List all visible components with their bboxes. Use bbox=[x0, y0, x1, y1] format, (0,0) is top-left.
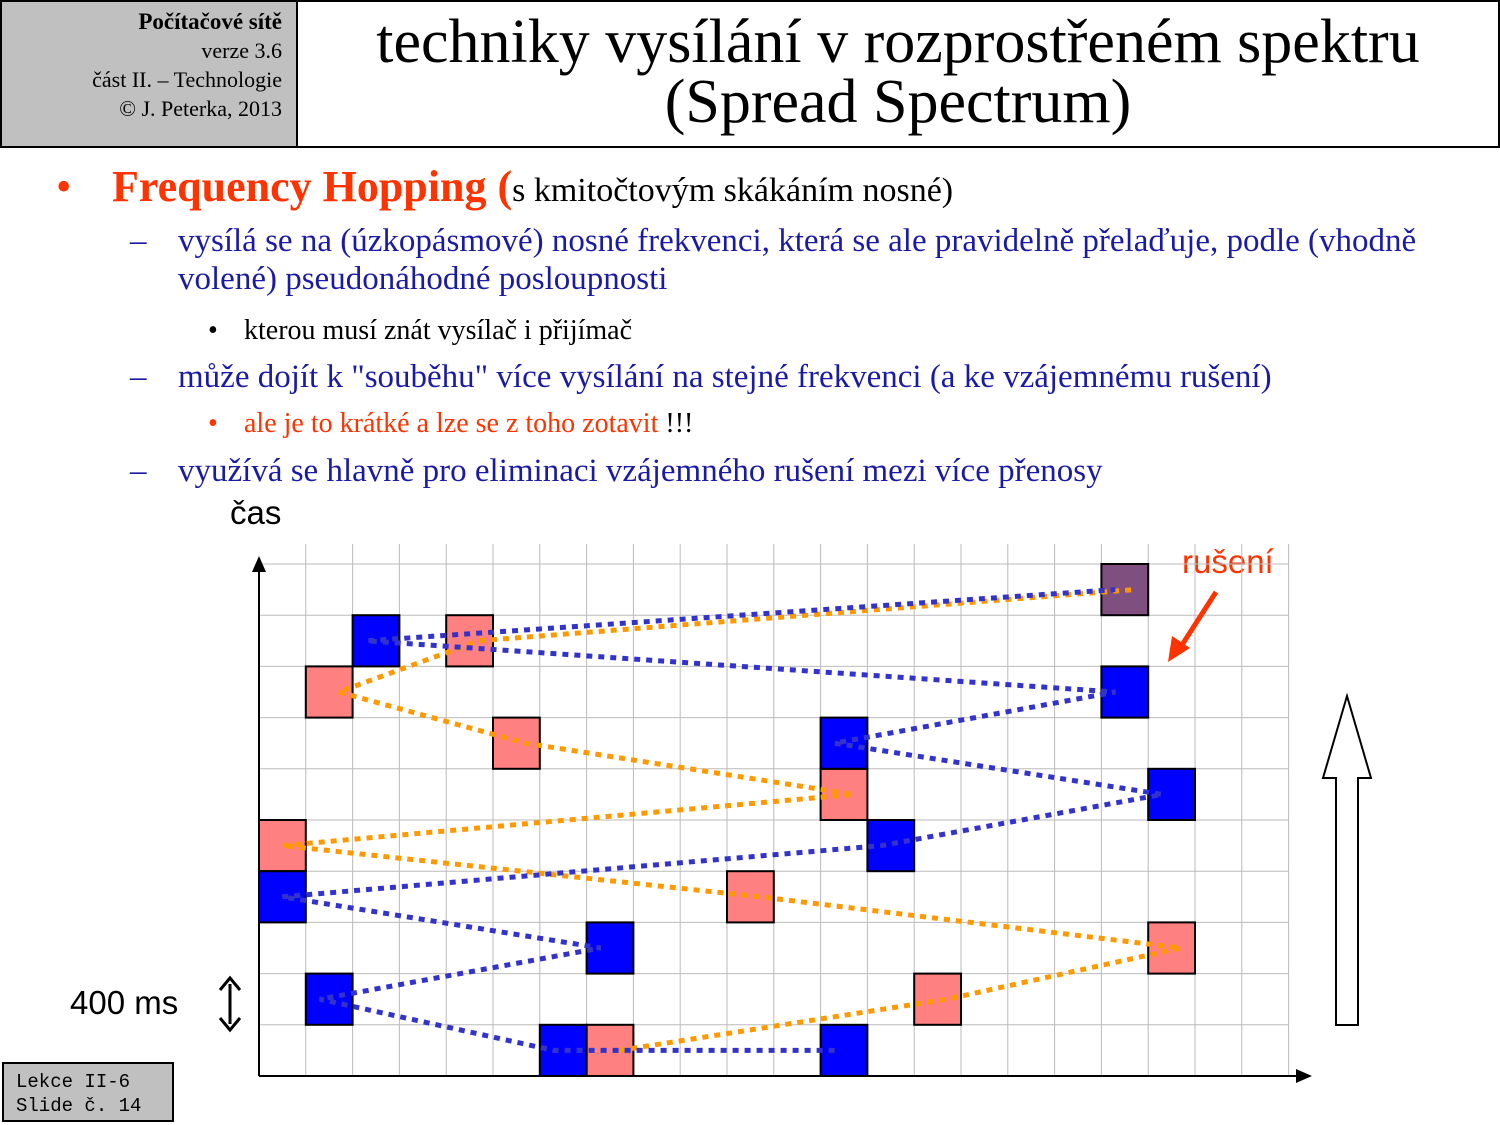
subsubbullet-dot: • bbox=[208, 408, 218, 439]
bullet-main-rest: s kmitočtovým skákáním nosné) bbox=[512, 172, 954, 209]
bullet-dot: • bbox=[56, 162, 72, 211]
lecture-number: Lekce II-6 bbox=[16, 1071, 131, 1093]
course-copyright: © J. Peterka, 2013 bbox=[119, 96, 282, 121]
subbullet-dash: – bbox=[130, 223, 147, 259]
subsubbullet-2-suffix: !!! bbox=[658, 408, 694, 439]
bullet-main-bold: Frequency Hopping ( bbox=[112, 162, 513, 211]
interference-label: rušení bbox=[1182, 543, 1274, 580]
blue-hop-block bbox=[867, 820, 914, 871]
frequency-axis-arrowhead bbox=[1296, 1069, 1312, 1083]
pink-hop-block bbox=[446, 615, 493, 666]
collision-hop-block bbox=[1101, 564, 1148, 615]
subbullet-3-text: využívá se hlavně pro eliminaci vzájemného rušení mezi více přenosy bbox=[178, 453, 1103, 489]
slide-title-line1: techniky vysílání v rozprostřeném spektru bbox=[376, 8, 1420, 76]
subsubbullet-1-text: kterou musí znát vysílač i přijímač bbox=[244, 315, 633, 346]
course-part: část II. – Technologie bbox=[92, 67, 282, 92]
subbullet-dash: – bbox=[130, 359, 147, 395]
slot-duration-arrow bbox=[220, 978, 240, 1030]
interference-pointer-arrow bbox=[1168, 592, 1216, 662]
course-name: Počítačové sítě bbox=[138, 9, 282, 34]
grid bbox=[259, 544, 1289, 1076]
course-version: verze 3.6 bbox=[201, 38, 282, 63]
blue-hop-block bbox=[821, 1025, 868, 1076]
time-direction-arrow bbox=[1323, 696, 1371, 1025]
subbullet-dash: – bbox=[130, 453, 147, 489]
subbullet-1-text: vysílá se na (úzkopásmové) nosné frekvenci, která se ale pravidelně přelaďuje, podle (vhodně volené) pseudonáhodné posloupnosti bbox=[178, 223, 1417, 297]
subsubbullet-2-text: ale je to krátké a lze se z toho zotavit bbox=[244, 408, 659, 439]
blue-hop-block bbox=[587, 922, 634, 973]
pink-hop-block bbox=[821, 769, 868, 820]
slot-duration-label: 400 ms bbox=[70, 984, 179, 1021]
subbullet-2-text: může dojít k "souběhu" více vysílání na stejné frekvenci (a ke vzájemnému rušení) bbox=[178, 359, 1272, 395]
blue-hop-block bbox=[1101, 666, 1148, 717]
subsubbullet-dot: • bbox=[208, 315, 218, 346]
slide-title-line2: (Spread Spectrum) bbox=[664, 68, 1132, 136]
lecture-slide-box bbox=[2, 1062, 174, 1122]
slide-number: Slide č. 14 bbox=[16, 1095, 142, 1117]
time-axis-label: čas bbox=[230, 494, 282, 531]
